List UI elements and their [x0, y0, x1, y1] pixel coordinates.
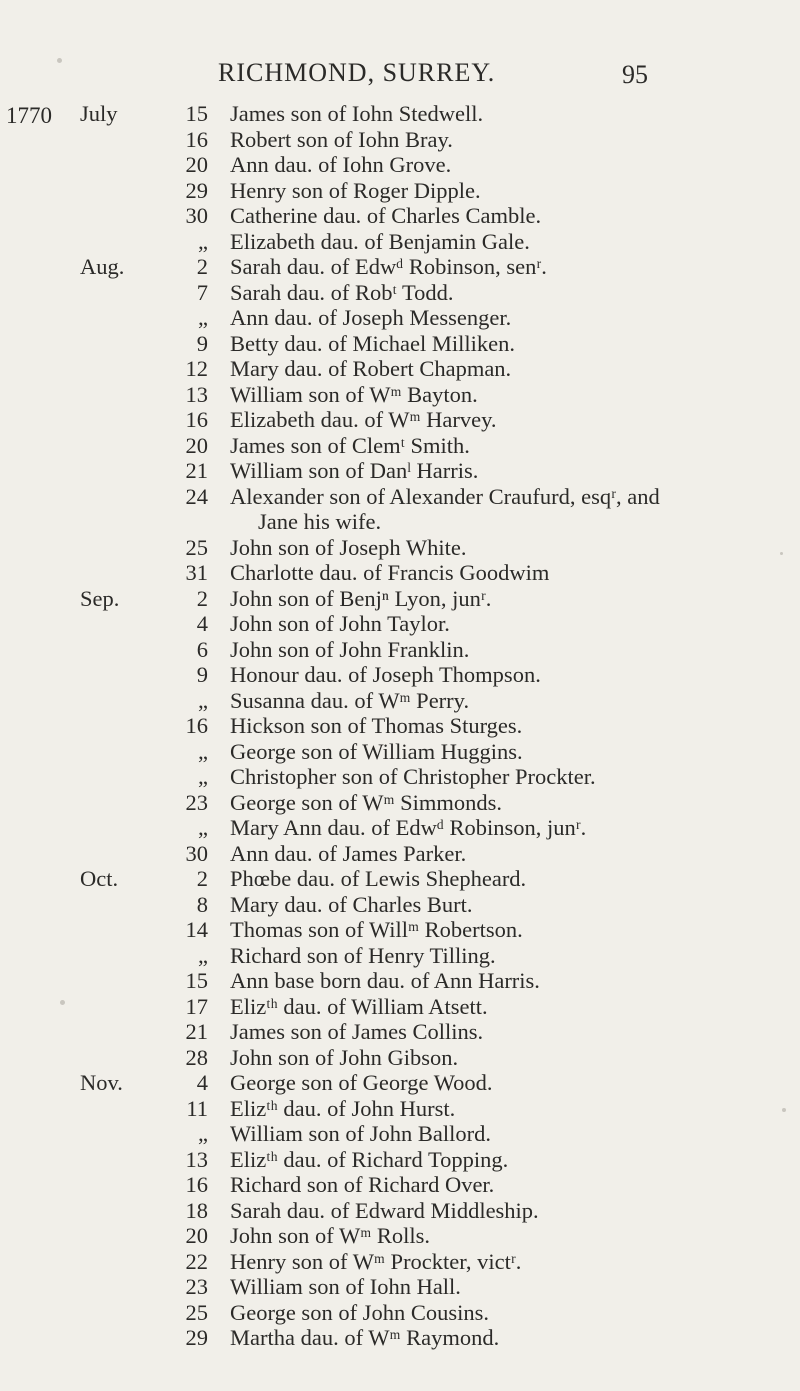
entry-day: 9: [196, 330, 208, 356]
entry-row: [0, 254, 800, 280]
entry-text: Susanna dau. of Wᵐ Perry.: [230, 687, 470, 713]
entry-month: Aug.: [80, 254, 125, 279]
entry-month: Nov.: [80, 1070, 123, 1095]
entry-day: „: [198, 305, 208, 330]
entry-text: Sarah dau. of Robᵗ Todd.: [230, 279, 454, 305]
entry-day: 20: [185, 152, 208, 177]
entry-day: 16: [185, 407, 208, 432]
entry-text: Catherine dau. of Charles Camble.: [230, 203, 542, 228]
entry-text: Elizabeth dau. of Benjamin Gale.: [230, 228, 530, 254]
entry-row: [0, 305, 800, 331]
entry-row: [0, 764, 800, 790]
entry-row: [0, 560, 800, 586]
entry-month: Sep.: [80, 585, 120, 611]
entry-row: [0, 611, 800, 637]
entry-day: 14: [185, 917, 208, 942]
entry-month: July: [80, 101, 118, 126]
entry-text: Betty dau. of Michael Milliken.: [230, 330, 515, 356]
entry-text: Robert son of Iohn Bray.: [230, 126, 453, 152]
entry-day: 4: [196, 611, 208, 636]
entry-text: George son of John Cousins.: [230, 1299, 489, 1325]
entry-day: 20: [185, 1223, 208, 1248]
entry-text: Henry son of Roger Dipple.: [230, 177, 481, 203]
entry-day: 23: [185, 789, 208, 815]
entry-row: [0, 101, 800, 127]
entry-day: „: [198, 228, 208, 254]
entry-day: 30: [185, 840, 208, 866]
entry-day: 21: [185, 1019, 208, 1044]
entry-row: [0, 790, 800, 816]
entry-day: 8: [196, 891, 208, 917]
entry-text: William son of Iohn Hall.: [230, 1274, 461, 1299]
entry-day: 29: [185, 1325, 208, 1350]
entry-day: 2: [196, 866, 208, 891]
entry-row: [0, 433, 800, 459]
entry-text: John son of Benjⁿ Lyon, junʳ.: [230, 585, 492, 611]
entry-row: [0, 1147, 800, 1173]
entry-text: Jane his wife.: [258, 509, 382, 534]
entry-row: [0, 535, 800, 561]
entry-text: Elizabeth dau. of Wᵐ Harvey.: [230, 407, 497, 432]
entry-day: „: [198, 815, 208, 840]
entry-day: 25: [185, 1299, 208, 1325]
entry-row: [0, 1172, 800, 1198]
entry-day: 6: [196, 636, 208, 662]
entry-row: [0, 637, 800, 663]
entry-text: Martha dau. of Wᵐ Raymond.: [230, 1325, 500, 1350]
entry-row: [0, 203, 800, 229]
entry-row: [0, 1045, 800, 1071]
entry-text: John son of John Taylor.: [230, 611, 450, 636]
entry-text: Richard son of Richard Over.: [230, 1172, 495, 1197]
entry-row: [0, 1274, 800, 1300]
entry-row: [0, 739, 800, 765]
entry-continuation: [0, 509, 800, 535]
entry-day: 15: [185, 101, 208, 126]
entry-day: 22: [185, 1248, 208, 1274]
entry-day: „: [198, 764, 208, 789]
entry-day: 16: [185, 126, 208, 152]
entry-day: „: [198, 942, 208, 968]
entry-row: [0, 688, 800, 714]
entry-text: Elizᵗʰ dau. of Richard Topping.: [230, 1146, 509, 1172]
entry-day: 4: [196, 1070, 208, 1095]
entry-row: [0, 586, 800, 612]
entry-row: [0, 229, 800, 255]
entry-day: 12: [185, 356, 208, 381]
entry-row: [0, 1096, 800, 1122]
baptism-entries: [0, 101, 800, 1351]
entry-text: John son of Joseph White.: [230, 534, 467, 560]
entry-day: „: [198, 738, 208, 764]
entry-day: 29: [185, 177, 208, 203]
entry-day: 30: [185, 203, 208, 228]
entry-row: [0, 1121, 800, 1147]
entry-text: Henry son of Wᵐ Prockter, victʳ.: [230, 1248, 522, 1274]
entry-row: [0, 356, 800, 382]
entry-day: 2: [196, 254, 208, 279]
year-label: 1770: [6, 103, 52, 128]
entry-day: 25: [185, 534, 208, 560]
entry-row: [0, 458, 800, 484]
entry-text: John son of John Franklin.: [230, 636, 470, 662]
entry-month: Oct.: [80, 866, 119, 891]
entry-text: William son of Wᵐ Bayton.: [230, 381, 478, 407]
entry-day: 16: [185, 713, 208, 738]
entry-day: 28: [185, 1044, 208, 1070]
entry-text: Charlotte dau. of Francis Goodwim: [230, 560, 550, 585]
entry-text: George son of George Wood.: [230, 1070, 493, 1095]
entry-text: Ann dau. of James Parker.: [230, 840, 467, 866]
entry-text: John son of John Gibson.: [230, 1044, 459, 1070]
entry-row: [0, 1019, 800, 1045]
entry-text: Elizᵗʰ dau. of William Atsett.: [230, 993, 488, 1019]
entry-text: Richard son of Henry Tilling.: [230, 942, 496, 968]
entry-row: [0, 841, 800, 867]
entry-day: 15: [185, 968, 208, 993]
entry-row: [0, 484, 800, 510]
entry-day: 7: [196, 279, 208, 305]
entry-row: [0, 713, 800, 739]
entry-text: Sarah dau. of Edwᵈ Robinson, senʳ.: [230, 254, 547, 279]
entry-row: [0, 382, 800, 408]
entry-row: [0, 917, 800, 943]
entry-row: [0, 892, 800, 918]
entry-day: 17: [185, 993, 208, 1019]
entry-row: [0, 178, 800, 204]
entry-text: James son of Clemᵗ Smith.: [230, 432, 470, 458]
page-number: 95: [622, 60, 648, 89]
entry-text: George son of William Huggins.: [230, 738, 523, 764]
paper-speck: [782, 1108, 786, 1112]
entry-row: [0, 866, 800, 892]
page-title: RICHMOND, SURREY.: [218, 58, 496, 87]
entry-day: 18: [185, 1197, 208, 1223]
entry-row: [0, 1325, 800, 1351]
entry-row: [0, 127, 800, 153]
entry-row: [0, 662, 800, 688]
entry-row: [0, 280, 800, 306]
entry-day: 9: [196, 662, 208, 687]
entry-text: William son of Danˡ Harris.: [230, 458, 479, 483]
entry-row: [0, 407, 800, 433]
entry-day: 24: [185, 483, 208, 509]
entry-text: Mary dau. of Charles Burt.: [230, 891, 473, 917]
entry-text: Ann dau. of Joseph Messenger.: [230, 305, 512, 330]
entry-text: Elizᵗʰ dau. of John Hurst.: [230, 1095, 456, 1121]
entry-day: 21: [185, 458, 208, 483]
entry-day: 31: [185, 560, 208, 585]
paper-speck: [780, 552, 783, 555]
entry-text: Sarah dau. of Edward Middleship.: [230, 1197, 539, 1223]
entry-text: Thomas son of Willᵐ Robertson.: [230, 917, 523, 942]
entry-row: [0, 152, 800, 178]
entry-day: „: [198, 687, 208, 713]
paper-speck: [60, 1000, 65, 1005]
entry-text: Ann dau. of Iohn Grove.: [230, 152, 452, 177]
entry-row: [0, 1198, 800, 1224]
entry-row: [0, 943, 800, 969]
entry-day: 23: [185, 1274, 208, 1299]
entry-text: George son of Wᵐ Simmonds.: [230, 789, 503, 815]
entry-text: Honour dau. of Joseph Thompson.: [230, 662, 541, 687]
entry-text: Mary Ann dau. of Edwᵈ Robinson, junʳ.: [230, 815, 587, 840]
entry-row: [0, 815, 800, 841]
entry-row: [0, 331, 800, 357]
entry-text: James son of Iohn Stedwell.: [230, 101, 484, 126]
entry-day: 13: [185, 381, 208, 407]
entry-text: Ann base born dau. of Ann Harris.: [230, 968, 540, 993]
entry-day: 2: [196, 585, 208, 611]
entry-text: Hickson son of Thomas Sturges.: [230, 713, 523, 738]
entry-row: [0, 968, 800, 994]
entry-row: [0, 1070, 800, 1096]
entry-day: 16: [185, 1172, 208, 1197]
entry-row: [0, 1249, 800, 1275]
entry-day: 20: [185, 432, 208, 458]
entry-day: „: [198, 1121, 208, 1146]
entry-text: Phœbe dau. of Lewis Shepheard.: [230, 866, 527, 891]
entry-text: Alexander son of Alexander Craufurd, esqʳ, and: [230, 483, 660, 509]
entry-row: [0, 1223, 800, 1249]
paper-speck: [57, 58, 62, 63]
entry-row: [0, 1300, 800, 1326]
entry-text: James son of James Collins.: [230, 1019, 484, 1044]
entry-row: [0, 994, 800, 1020]
entry-text: John son of Wᵐ Rolls.: [230, 1223, 430, 1248]
entry-text: Christopher son of Christopher Prockter.: [230, 764, 596, 789]
entry-text: Mary dau. of Robert Chapman.: [230, 356, 512, 381]
entry-day: 13: [185, 1146, 208, 1172]
entry-text: William son of John Ballord.: [230, 1121, 491, 1146]
entry-day: 11: [186, 1095, 208, 1121]
